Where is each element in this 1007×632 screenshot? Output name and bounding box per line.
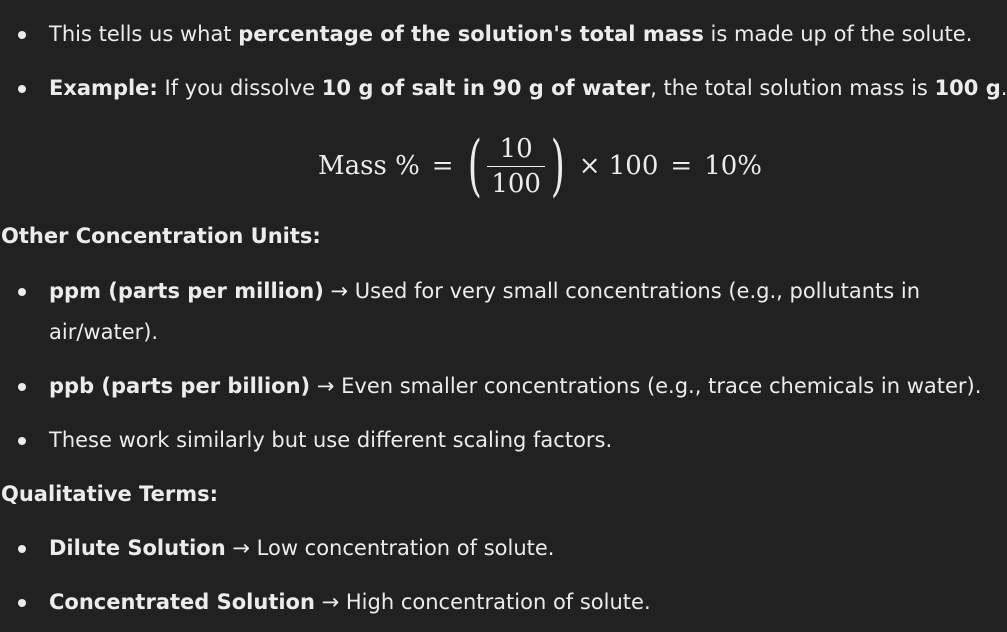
- bold-fragment: Dilute Solution: [49, 536, 226, 560]
- bullet-dot: [18, 31, 26, 39]
- list-item-ppm-continued: air/water).: [49, 320, 159, 344]
- fraction-numerator: 10: [499, 133, 533, 164]
- formula-result: 10%: [704, 151, 762, 181]
- list-item-ppb: [49, 374, 981, 398]
- bullet-dot: [18, 85, 26, 93]
- bold-fragment: ppb (parts per billion): [49, 374, 311, 398]
- text-fragment: → High concentration of solute.: [314, 590, 651, 614]
- list-item-concentrated: [49, 590, 651, 614]
- bold-fragment: percentage of the solution's total mass: [238, 22, 704, 46]
- section-heading-other-units: Other Concentration Units:: [1, 224, 321, 248]
- text-fragment: → Low concentration of solute.: [225, 536, 555, 560]
- bold-fragment: 100 g: [934, 76, 1001, 100]
- bold-fragment: 10 g of salt in 90 g of water: [321, 76, 651, 100]
- bullet-dot: [18, 437, 26, 445]
- bullet-dot: [18, 288, 26, 296]
- left-paren: (: [467, 127, 482, 204]
- text-fragment: .: [1000, 76, 1007, 100]
- text-fragment: If you dissolve: [157, 76, 322, 100]
- text-fragment: → Even smaller concentrations (e.g., trace chemicals in water).: [310, 374, 982, 398]
- bullet-dot: [18, 599, 26, 607]
- formula-times: × 100: [578, 151, 659, 181]
- formula-lhs: Mass %: [318, 151, 420, 181]
- text-fragment: → Used for very small concentrations (e.g., pollutants in: [323, 279, 921, 303]
- bold-fragment: ppm (parts per million): [49, 279, 324, 303]
- formula-equals: =: [670, 151, 693, 181]
- bullet-dot: [18, 545, 26, 553]
- list-item-ppm: [49, 279, 920, 303]
- mass-percent-formula: [318, 124, 762, 208]
- list-item-example: [49, 76, 1007, 100]
- formula-equals: =: [431, 151, 454, 181]
- text-fragment: This tells us what: [49, 22, 239, 46]
- list-item-mass-percent-definition: [49, 22, 972, 46]
- bullet-dot: [18, 383, 26, 391]
- list-item-dilute: [49, 536, 554, 560]
- section-heading-qualitative: Qualitative Terms:: [1, 482, 218, 506]
- text-fragment: is made up of the solute.: [703, 22, 973, 46]
- list-item-scaling-factors: These work similarly but use different scaling factors.: [49, 428, 613, 452]
- right-paren: ): [550, 127, 565, 204]
- bold-fragment: Concentrated Solution: [49, 590, 315, 614]
- fraction: [487, 134, 545, 199]
- fraction-denominator: 100: [487, 166, 545, 199]
- text-fragment: , the total solution mass is: [650, 76, 935, 100]
- bold-fragment: Example:: [49, 76, 158, 100]
